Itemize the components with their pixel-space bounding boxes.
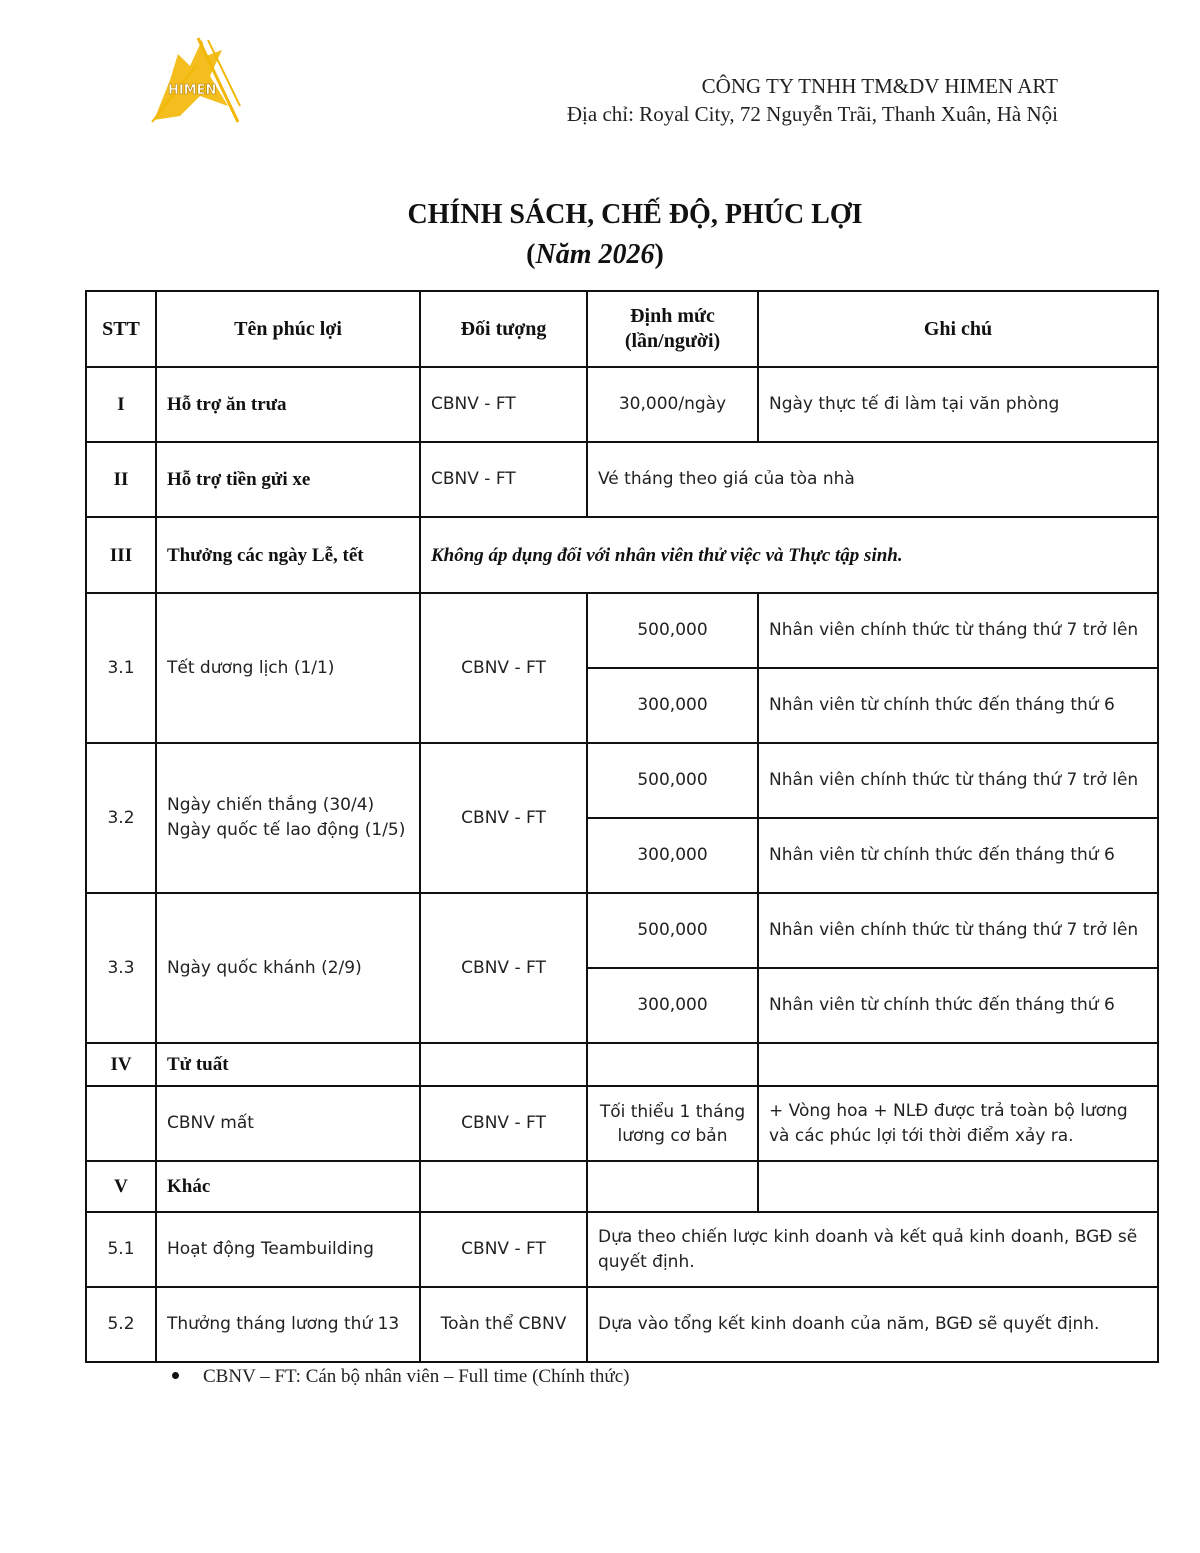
row-name: Hỗ trợ tiền gửi xe [156, 442, 420, 517]
table-row [86, 893, 1158, 968]
document-title: CHÍNH SÁCH, CHẾ ĐỘ, PHÚC LỢI [407, 199, 863, 230]
row-name: Thưởng các ngày Lễ, tết [156, 517, 420, 593]
row-note: Nhân viên chính thức từ tháng thứ 7 trở lên [758, 893, 1158, 968]
header-note: Ghi chú [758, 291, 1158, 367]
row-name: Ngày quốc khánh (2/9) [156, 893, 420, 1043]
row-target: CBNV - FT [420, 593, 587, 743]
row-note: Nhân viên chính thức từ tháng thứ 7 trở lên [758, 593, 1158, 668]
row-note: Không áp dụng đối với nhân viên thử việc và Thực tập sinh. [420, 517, 1158, 593]
row-target: CBNV - FT [420, 442, 587, 517]
row-name: Thưởng tháng lương thứ 13 [156, 1287, 420, 1362]
row-stt: I [86, 367, 156, 442]
table-row [86, 367, 1158, 442]
row-target [420, 1043, 587, 1086]
row-rate: Tối thiểu 1 tháng lương cơ bản [587, 1086, 758, 1161]
row-target: CBNV - FT [420, 1086, 587, 1161]
row-rate [587, 1043, 758, 1086]
row-rate: 300,000 [587, 818, 758, 893]
row-target: CBNV - FT [420, 1212, 587, 1287]
row-note: Nhân viên từ chính thức đến tháng thứ 6 [758, 968, 1158, 1043]
row-note [758, 1043, 1158, 1086]
row-name: Khác [156, 1161, 420, 1212]
row-stt: V [86, 1161, 156, 1212]
row-name: Hoạt động Teambuilding [156, 1212, 420, 1287]
table-row [86, 1043, 1158, 1086]
row-target: CBNV - FT [420, 743, 587, 893]
row-rate: 500,000 [587, 593, 758, 668]
row-stt: II [86, 442, 156, 517]
table-row [86, 442, 1158, 517]
table-row [86, 1161, 1158, 1212]
row-name: Tử tuất [156, 1043, 420, 1086]
row-target: CBNV - FT [420, 367, 587, 442]
row-target: Toàn thể CBNV [420, 1287, 587, 1362]
row-note: Vé tháng theo giá của tòa nhà [587, 442, 1158, 517]
logo-text: HIMEN [168, 83, 217, 98]
table-row [86, 1287, 1158, 1362]
row-target: CBNV - FT [420, 893, 587, 1043]
row-note: Nhân viên từ chính thức đến tháng thứ 6 [758, 818, 1158, 893]
row-rate: 500,000 [587, 743, 758, 818]
company-header [567, 72, 1058, 128]
table-header-row [86, 291, 1158, 367]
row-target [420, 1161, 587, 1212]
table-row [86, 1212, 1158, 1287]
company-name: CÔNG TY TNHH TM&DV HIMEN ART [701, 74, 1058, 98]
benefits-table [85, 290, 1159, 1363]
row-stt: 5.1 [86, 1212, 156, 1287]
row-note: Dựa vào tổng kết kinh doanh của năm, BGĐ sẽ quyết định. [587, 1287, 1158, 1362]
table-row [86, 1086, 1158, 1161]
row-name: Hỗ trợ ăn trưa [156, 367, 420, 442]
row-stt: III [86, 517, 156, 593]
row-note: Nhân viên chính thức từ tháng thứ 7 trở lên [758, 743, 1158, 818]
row-name: CBNV mất [156, 1086, 420, 1161]
row-name: Ngày chiến thắng (30/4) Ngày quốc tế lao động (1/5) [156, 743, 420, 893]
table-row [86, 743, 1158, 818]
row-rate: 300,000 [587, 668, 758, 743]
row-stt: 3.1 [86, 593, 156, 743]
row-name: Tết dương lịch (1/1) [156, 593, 420, 743]
header-name: Tên phúc lợi [156, 291, 420, 367]
company-address: Địa chỉ: Royal City, 72 Nguyễn Trãi, Thanh Xuân, Hà Nội [566, 102, 1058, 126]
footnote [172, 1366, 629, 1388]
header-target: Đối tượng [420, 291, 587, 367]
row-stt: 3.3 [86, 893, 156, 1043]
row-rate: 500,000 [587, 893, 758, 968]
row-note: Dựa theo chiến lược kinh doanh và kết quả kinh doanh, BGĐ sẽ quyết định. [587, 1212, 1158, 1287]
document-year: Năm 2026 [535, 239, 655, 270]
row-note: + Vòng hoa + NLĐ được trả toàn bộ lương và các phúc lợi tới thời điểm xảy ra. [758, 1086, 1158, 1161]
header-stt: STT [86, 291, 156, 367]
table-row [86, 517, 1158, 593]
row-note [758, 1161, 1158, 1212]
row-stt: 5.2 [86, 1287, 156, 1362]
row-note: Ngày thực tế đi làm tại văn phòng [758, 367, 1158, 442]
row-stt: IV [86, 1043, 156, 1086]
footnote-text: CBNV – FT: Cán bộ nhân viên – Full time (Chính thức) [203, 1366, 630, 1387]
row-stt: 3.2 [86, 743, 156, 893]
row-rate: 30,000/ngày [587, 367, 758, 442]
bullet-icon [172, 1372, 179, 1379]
row-stt [86, 1086, 156, 1161]
company-logo [150, 36, 242, 124]
table-row [86, 593, 1158, 668]
document-subtitle: (Năm 2026) [526, 239, 664, 270]
row-rate: 300,000 [587, 968, 758, 1043]
header-rate: Định mức (lần/người) [587, 291, 758, 367]
row-rate [587, 1161, 758, 1212]
row-note: Nhân viên từ chính thức đến tháng thứ 6 [758, 668, 1158, 743]
